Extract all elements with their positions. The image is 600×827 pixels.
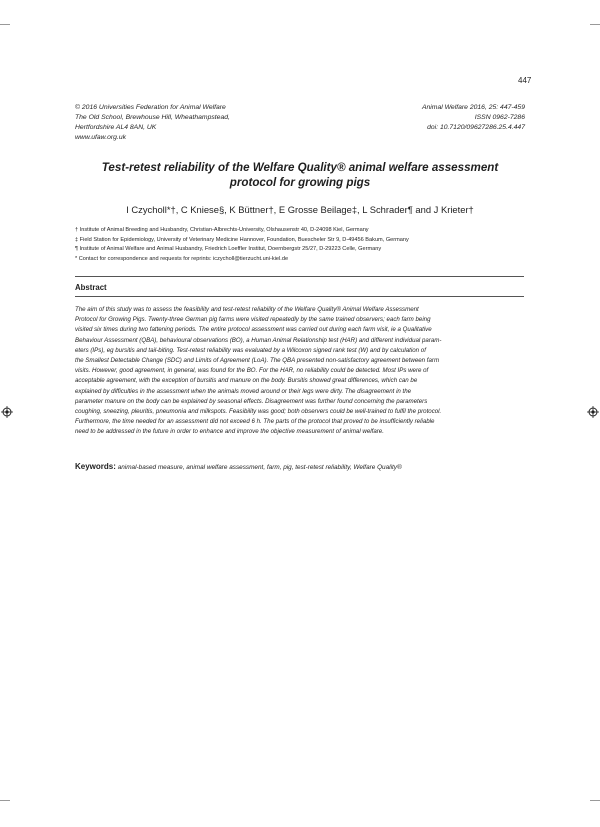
affiliation-3: ¶ Institute of Animal Welfare and Animal Husbandry, Friedrich Loeffler Institut, Doernbergstr 25/27, D-29223 Celle, Germany xyxy=(75,246,382,253)
abstract-line: The aim of this study was to assess the feasibility and test-retest reliability of the Welfare Quality® Animal Welfare Assessment xyxy=(75,306,419,313)
correspondence: * Contact for correspondence and requests for reprints: iczycholl@tierzucht.uni-kiel.de xyxy=(75,255,289,262)
divider-bottom xyxy=(75,296,524,297)
registration-mark-left-icon xyxy=(1,406,13,418)
keywords xyxy=(75,462,524,471)
abstract-line: explained by difficulties in the assessment when the animals moved around or their legs were dirty. The disagreement in the xyxy=(75,387,412,395)
author-list: I Czycholl*†, C Kniese§, K Büttner†, E Grosse Beilage‡, L Schrader¶ and J Krieter† xyxy=(126,204,474,215)
journal-citation: Animal Welfare 2016, 25: 447-459 xyxy=(421,104,525,111)
crop-mark-top-left-h xyxy=(0,24,10,25)
page-number: 447 xyxy=(518,76,532,85)
abstract-line: eters (IPs), eg bursitis and tail-biting. Test-retest reliability was evaluated by a Wilcoxon signed rank test (W) and by calculation of xyxy=(75,346,426,354)
abstract-line: parameter manure on the body can be explained by seasonal effects. Disagreement was further found concerning the parameters xyxy=(75,397,428,405)
affiliation-2: ‡ Field Station for Epidemiology, University of Veterinary Medicine Hannover, Foundation, Buescheler Str 9, D-49456 Bakum, Germany xyxy=(75,236,409,243)
registration-mark-right-icon xyxy=(587,406,599,418)
keywords-label: Keywords: xyxy=(75,462,116,471)
issn: ISSN 0962-7286 xyxy=(474,114,525,121)
affiliation-1: † Institute of Animal Breeding and Husbandry, Christian-Albrechts-University, Olshausenstr 40, D-24098 Kiel, Germany xyxy=(75,227,369,233)
title-line-2: protocol for growing pigs xyxy=(229,176,371,189)
address-line-2: Hertfordshire AL4 8AN, UK xyxy=(75,124,157,131)
abstract-line: Furthermore, the time needed for an assessment did not exceed 6 h. The parts of the protocol that proved to be insufficiently reliable xyxy=(75,418,435,426)
crop-mark-bottom-left-h xyxy=(0,800,10,801)
abstract-line: visited six times during two fattening periods. The entire protocol assessment was carried out during each farm visit, ie a Qualitative xyxy=(75,326,432,334)
abstract-line: coughing, sneezing, pleuritis, pneumonia and milkspots. Feasibility was good; both observers could be well-trained to fulfil the protocol. xyxy=(75,408,442,416)
crop-mark-top-right-h xyxy=(590,24,600,25)
doi: doi: 10.7120/09627286.25.4.447 xyxy=(427,124,525,131)
website-link[interactable]: www.ufaw.org.uk xyxy=(75,134,126,141)
crop-mark-bottom-right-h xyxy=(590,800,600,801)
affiliations xyxy=(75,226,409,264)
abstract-line: the Smallest Detectable Change (SDC) and Limits of Agreement (LoA). The QBA presented non-satisfactory agreement between farm xyxy=(75,357,440,365)
title-line-1: Test-retest reliability of the Welfare Quality® animal welfare assessment xyxy=(101,161,499,174)
abstract-line: Protocol for Growing Pigs. Twenty-three German pig farms were visited repeatedly by the same trained observers; each farm being xyxy=(75,316,431,324)
abstract-line: need to be addressed in the future in order to enhance and improve the objective measurement of animal welfare. xyxy=(75,428,384,436)
abstract-line: Behaviour Assessment (QBA), behavioural observations (BO), a Human Animal Relationship test (HAR) and different individual param- xyxy=(75,336,442,344)
divider-top xyxy=(75,276,524,277)
article-title xyxy=(60,160,540,190)
abstract-line: acceptable agreement, with the exception of bursitis and manure on the body. Bursitis showed great differences, which can be xyxy=(75,377,418,385)
address-line-1: The Old School, Brewhouse Hill, Wheathampstead, xyxy=(75,114,230,121)
header-right xyxy=(422,103,525,133)
abstract-line: visits. However, good agreement, in general, was found for the BO. For the HAR, no reliability could be detected. Most IPs were of xyxy=(75,367,429,375)
copyright-line: © 2016 Universities Federation for Animal Welfare xyxy=(75,104,226,111)
abstract-heading: Abstract xyxy=(75,283,107,292)
header-left xyxy=(75,103,230,143)
abstract-body xyxy=(75,305,524,438)
keywords-text: animal-based measure, animal welfare assessment, farm, pig, test-retest reliability, Welfare Quality® xyxy=(117,464,402,471)
